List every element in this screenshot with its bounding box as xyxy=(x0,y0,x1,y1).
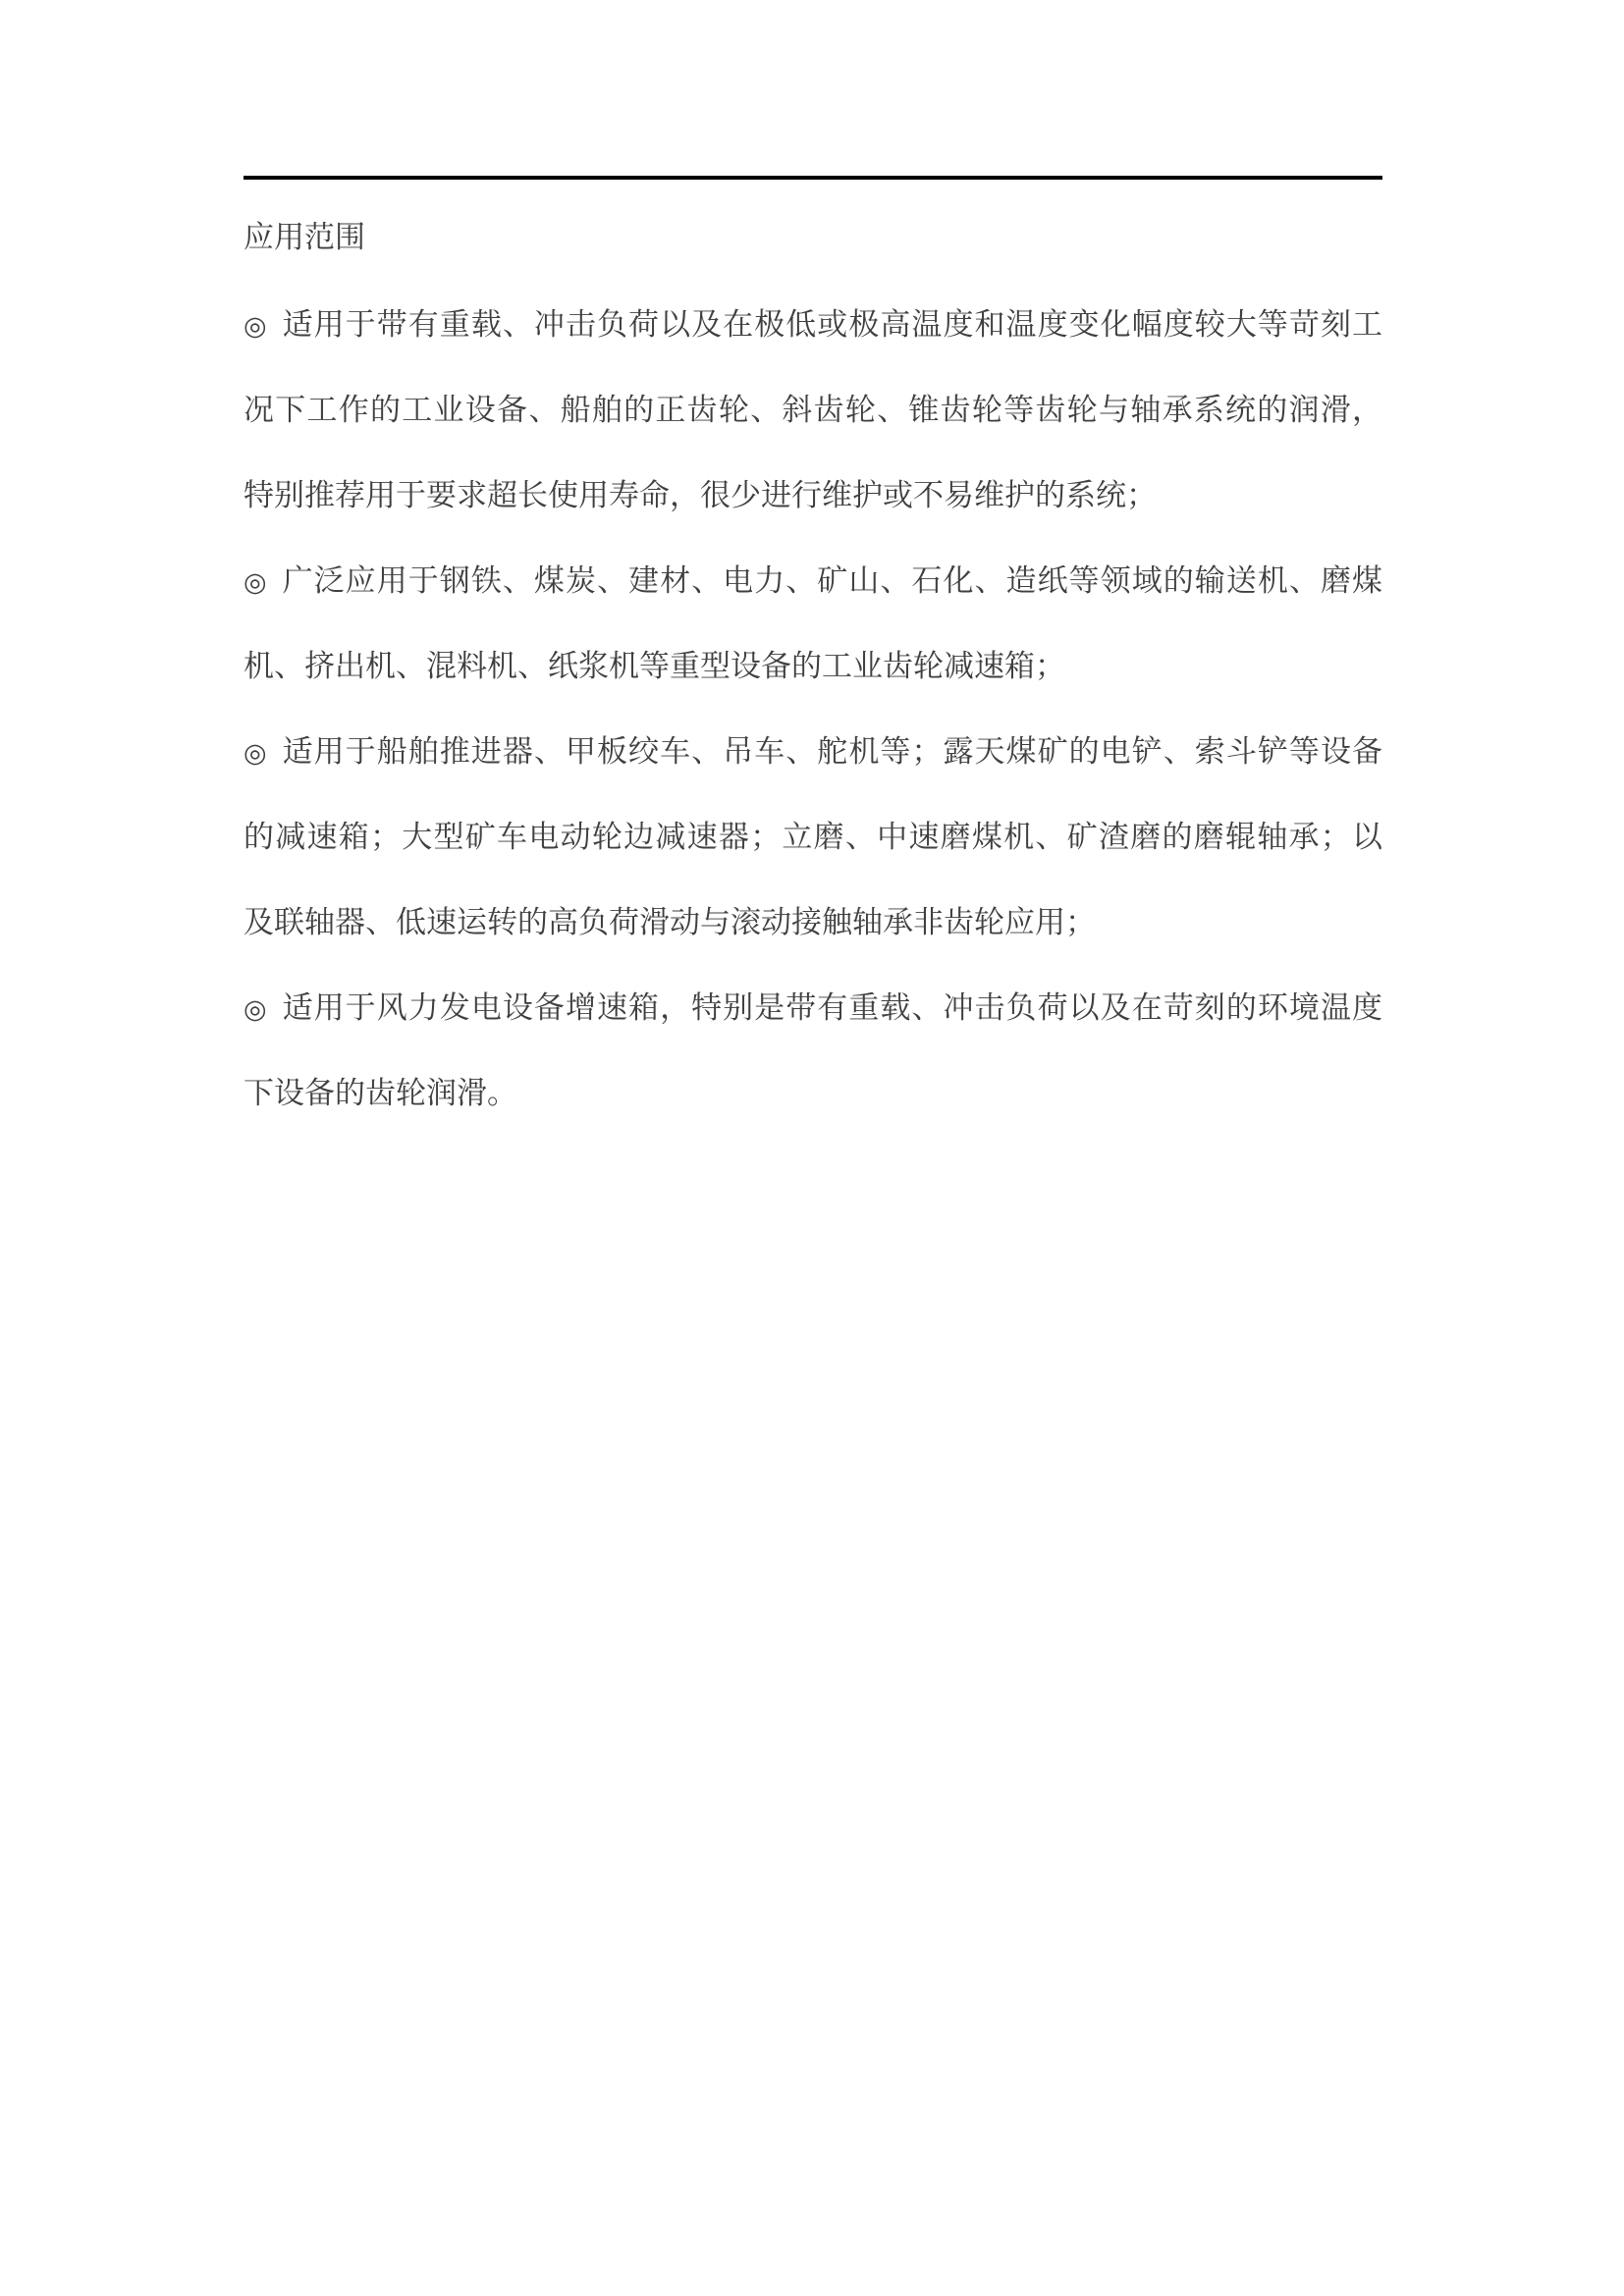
line-text: 况下工作的工业设备、船舶的正齿轮、斜齿轮、锥齿轮等齿轮与轴承系统的润滑， xyxy=(244,393,1382,427)
text-line xyxy=(244,538,1382,623)
text-line xyxy=(244,367,1382,453)
line-text: 适用于风力发电设备增速箱，特别是带有重载、冲击负荷以及在苛刻的环境温度 xyxy=(281,990,1382,1025)
line-text: 及联轴器、低速运转的高负荷滑动与滚动接触轴承非齿轮应用； xyxy=(244,905,1096,939)
line-text: 机、挤出机、混料机、纸浆机等重型设备的工业齿轮减速箱； xyxy=(244,649,1065,683)
text-line xyxy=(244,709,1382,794)
text-line xyxy=(244,794,1382,880)
text-line xyxy=(244,965,1382,1050)
document-body xyxy=(244,176,1382,1136)
line-text: 广泛应用于钢铁、煤炭、建材、电力、矿山、石化、造纸等领域的输送机、磨煤 xyxy=(281,563,1382,598)
bullet-marker: ◎ xyxy=(244,738,267,768)
section-heading: 应用范围 xyxy=(244,220,365,254)
bullet-list xyxy=(244,282,1382,1136)
line-text: 适用于带有重载、冲击负荷以及在极低或极高温度和温度变化幅度较大等苛刻工 xyxy=(281,307,1382,342)
text-line xyxy=(244,282,1382,367)
horizontal-rule xyxy=(244,176,1382,180)
line-text: 特别推荐用于要求超长使用寿命，很少进行维护或不易维护的系统； xyxy=(244,478,1157,512)
text-line xyxy=(244,623,1382,709)
text-line xyxy=(244,1050,1382,1136)
line-text: 适用于船舶推进器、甲板绞车、吊车、舵机等；露天煤矿的电铲、索斗铲等设备 xyxy=(281,734,1382,769)
line-text: 的减速箱；大型矿车电动轮边减速器；立磨、中速磨煤机、矿渣磨的磨辊轴承；以 xyxy=(244,820,1382,854)
bullet-marker: ◎ xyxy=(244,994,267,1024)
bullet-marker: ◎ xyxy=(244,311,267,341)
line-text: 下设备的齿轮润滑。 xyxy=(244,1076,517,1110)
text-line xyxy=(244,880,1382,965)
text-line xyxy=(244,453,1382,538)
bullet-marker: ◎ xyxy=(244,567,267,597)
